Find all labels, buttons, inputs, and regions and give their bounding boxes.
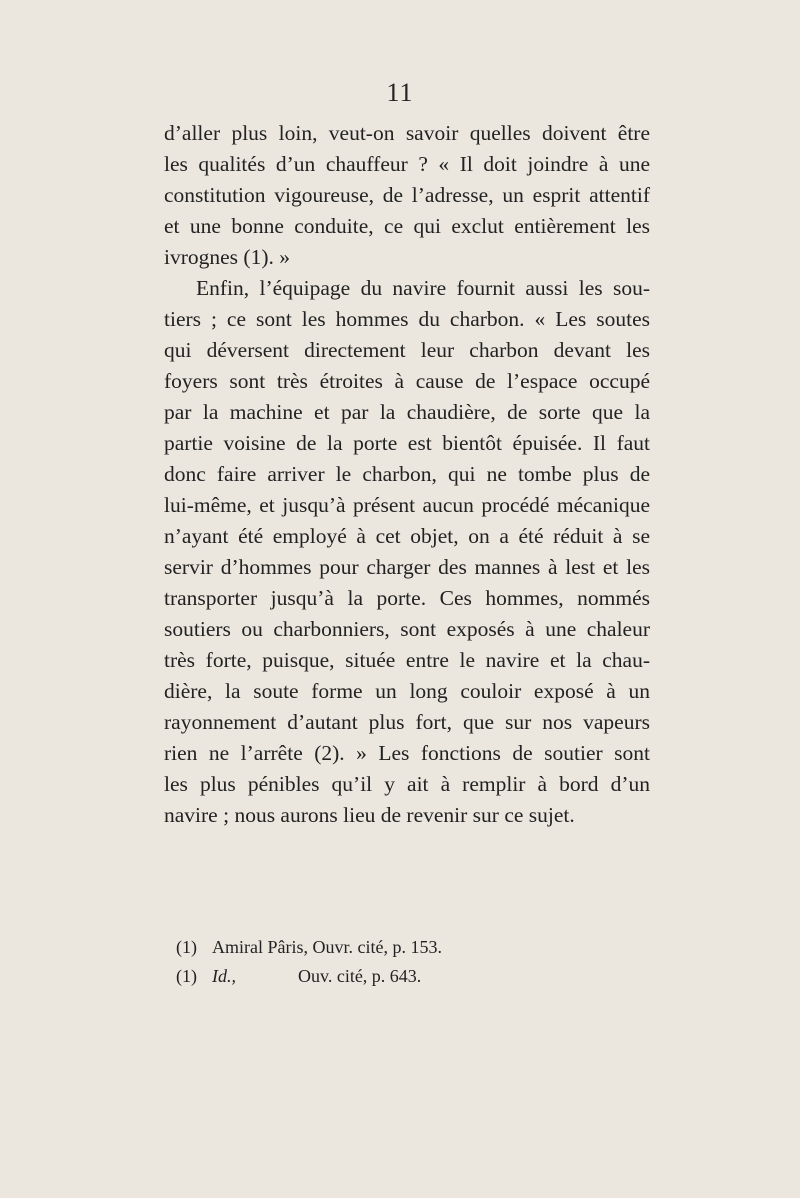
text-line: et une bonne conduite, ce qui exclut entièrement les [164,214,650,238]
body-text [164,118,650,831]
footnote-text: Ouv. cité, p. 643. [298,966,422,986]
text-line: soutiers ou charbonniers, sont exposés à une chaleur [164,617,650,641]
page-number: 11 [386,78,414,107]
text-line: tiers ; ce sont les hommes du charbon. « Les soutes [164,307,650,331]
text-line: très forte, puisque, située entre le navire et la chau- [164,648,650,672]
footnote [176,962,616,991]
text-line: partie voisine de la porte est bientôt épuisée. Il faut [164,431,650,455]
text-line: qui déversent directement leur charbon devant les [164,338,650,362]
text-line: constitution vigoureuse, de l’adresse, un esprit attentif [164,183,650,207]
text-line: servir d’hommes pour charger des mannes à lest et les [164,555,650,579]
text-line: ivrognes (1). » [164,245,290,269]
text-line: transporter jusqu’à la porte. Ces hommes, nommés [164,586,650,610]
text-line: navire ; nous aurons lieu de revenir sur ce sujet. [164,803,575,827]
text-line: rayonnement d’autant plus fort, que sur nos vapeurs [164,710,650,734]
text-line: les qualités d’un chauffeur ? « Il doit joindre à une [164,152,650,176]
footnote-ref: Id., [212,966,236,986]
text-line: lui-même, et jusqu’à présent aucun procédé mécanique [164,493,650,517]
text-line: n’ayant été employé à cet objet, on a été réduit à se [164,524,650,548]
footnote [176,933,616,962]
footnote-mark: (1) [176,937,197,957]
text-line: dière, la soute forme un long couloir exposé à un [164,679,650,703]
footnote-text: Amiral Pâris, Ouvr. cité, p. 153. [212,937,442,957]
footnote-mark: (1) [176,966,197,986]
text-line: Enfin, l’équipage du navire fournit aussi les sou- [196,276,650,300]
footnotes [176,933,616,991]
text-line: les plus pénibles qu’il y ait à remplir à bord d’un [164,772,650,796]
text-line: par la machine et par la chaudière, de sorte que la [164,400,650,424]
text-line: d’aller plus loin, veut-on savoir quelles doivent être [164,121,650,145]
text-line: donc faire arriver le charbon, qui ne tombe plus de [164,462,650,486]
text-line: rien ne l’arrête (2). » Les fonctions de soutier sont [164,741,650,765]
text-line: foyers sont très étroites à cause de l’espace occupé [164,369,650,393]
